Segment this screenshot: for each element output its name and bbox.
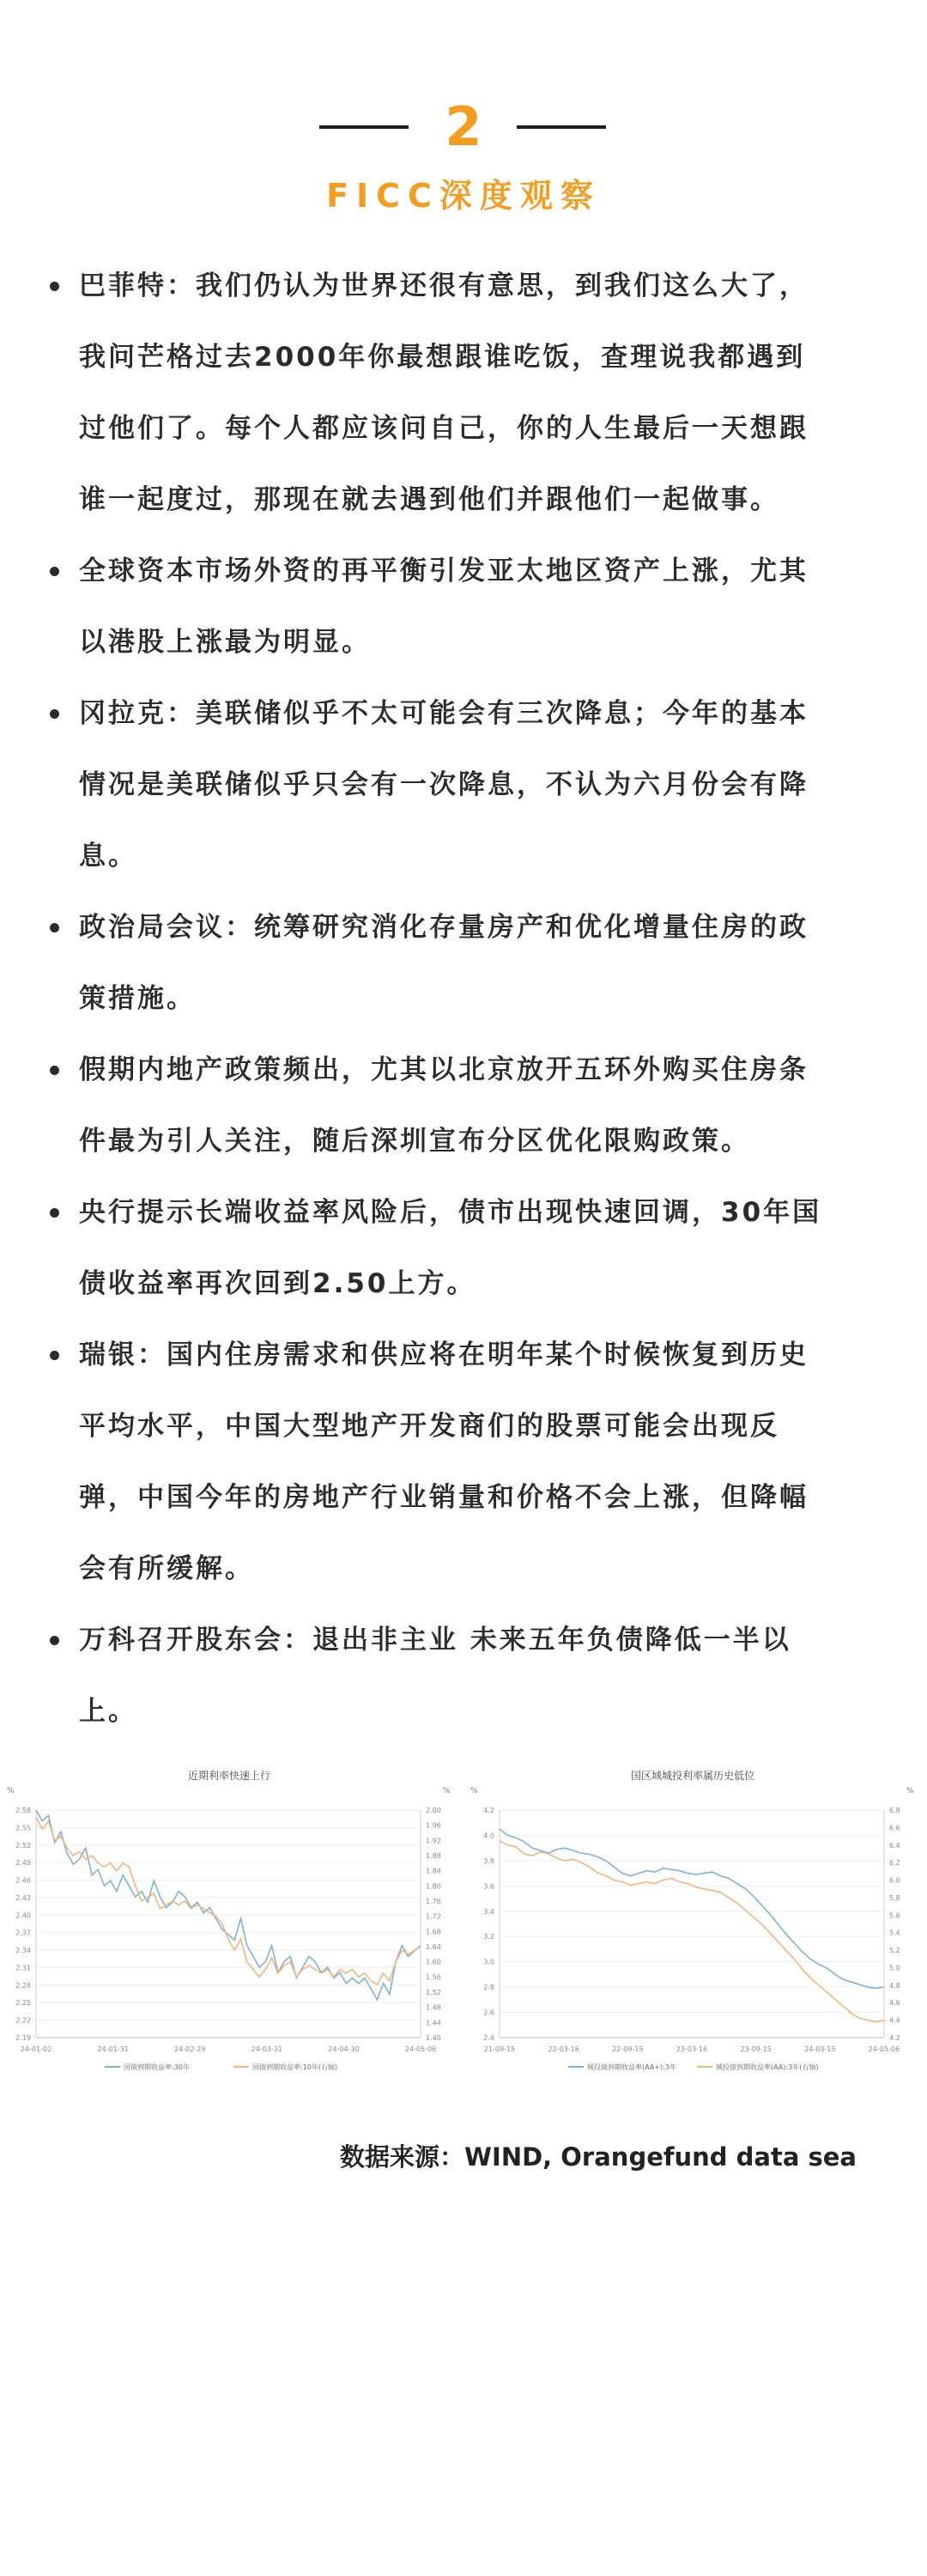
x-tick-label: 24-03-31 [251,2045,282,2053]
right-tick-label: 1.84 [426,1867,441,1875]
left-axis-unit: % [470,1787,478,1795]
left-tick-label: 2.28 [15,1981,31,1990]
right-tick-label: 1.88 [426,1852,441,1860]
x-tick-label: 24-01-31 [97,2045,129,2053]
left-tick-label: 2.31 [15,1964,31,1972]
left-tick-label: 4.0 [483,1832,494,1840]
x-tick-label: 24-01-02 [20,2045,52,2053]
bullet-line: 巴菲特：我们仍认为世界还很有意思，到我们这么大了， [79,270,809,301]
bullet-line: 债收益率再次回到2.50上方。 [79,1268,476,1299]
left-tick-label: 2.52 [15,1841,31,1850]
bullet-item [46,1605,888,1747]
bullet-line: 假期内地产政策频出，尤其以北京放开五环外购买住房条 [79,1054,809,1085]
left-tick-label: 2.6 [483,2008,494,2017]
left-tick-label: 2.58 [15,1807,31,1814]
right-tick-label: 6.4 [889,1841,900,1850]
chart-background [2,1759,457,2085]
bullet-line: 冈拉克：美联储似乎不太可能会有三次降息；今年的基本 [79,698,809,729]
section-title: FICC深度观察 [326,177,601,215]
right-tick-label: 5.4 [889,1929,900,1937]
x-tick-label: 22-03-16 [548,2045,579,2053]
bullet-dot-icon [50,1066,59,1075]
bullet-line: 瑞银：国内住房需求和供应将在明年某个时候恢复到历史 [79,1340,809,1370]
right-tick-label: 6.0 [889,1876,900,1885]
right-tick-label: 6.2 [889,1859,900,1868]
bullet-line: 谁一起度过，那现在就去遇到他们并跟他们一起做事。 [79,484,779,515]
bullet-dot-icon [50,1351,59,1360]
right-tick-label: 1.64 [426,1943,441,1951]
right-tick-label: 1.56 [426,1973,441,1982]
bullet-item [46,536,888,678]
right-axis-unit: % [906,1787,914,1795]
left-tick-label: 2.40 [15,1911,31,1920]
bullet-list [46,251,888,1747]
bullet-line: 过他们了。每个人都应该问自己，你的人生最后一天想跟 [79,413,809,444]
left-tick-label: 2.55 [15,1824,31,1832]
bullet-item [46,892,888,1035]
x-tick-label: 21-09-15 [483,2045,516,2053]
left-tick-label: 2.37 [15,1929,31,1937]
left-tick-label: 2.43 [15,1893,31,1902]
right-tick-label: 4.8 [889,1981,900,1990]
bullet-dot-icon [50,1636,59,1645]
bullet-line: 我问芒格过去2000年你最想跟谁吃饭，查理说我都遇到 [79,342,806,373]
x-tick-label: 22-09-15 [612,2045,644,2053]
bullet-dot-icon [50,282,59,291]
bullet-line: 以港股上涨最为明显。 [79,627,371,658]
right-tick-label: 5.6 [889,1911,900,1920]
right-tick-label: 6.8 [889,1807,900,1814]
right-tick-label: 1.80 [426,1882,441,1891]
x-tick-label: 24-05-06 [868,2045,900,2053]
header-line-right [517,125,606,129]
left-tick-label: 2.22 [15,2016,31,2025]
right-tick-label: 5.0 [889,1964,900,1972]
bullet-line: 会有所缓解。 [79,1553,254,1584]
left-tick-label: 2.8 [483,1984,494,1992]
right-tick-label: 1.68 [426,1928,441,1936]
right-tick-label: 1.48 [426,2003,441,2012]
bullet-item [46,678,888,892]
left-tick-label: 2.34 [15,1947,31,1955]
right-tick-label: 2.00 [426,1807,441,1814]
right-tick-label: 4.2 [889,2034,900,2042]
bullet-line: 件最为引人关注，随后深圳宣布分区优化限购政策。 [79,1126,750,1157]
left-tick-label: 2.25 [15,1999,31,2008]
left-tick-label: 3.4 [483,1907,494,1916]
left-tick-label: 3.8 [483,1856,494,1865]
section-header [0,96,927,225]
bullet-dot-icon [50,1208,59,1218]
legend-label: 城投债到期收益率(AA):3年(右轴) [716,2063,819,2071]
bullet-line: 全球资本市场外资的再平衡引发亚太地区资产上涨，尤其 [79,556,809,586]
right-tick-label: 4.4 [889,2016,900,2025]
right-tick-label: 1.72 [426,1912,441,1921]
bullet-item [46,251,888,536]
chart-title: 近期利率快速上行 [187,1770,271,1782]
bullet-dot-icon [50,923,59,933]
right-tick-label: 4.6 [889,1999,900,2008]
bullet-dot-icon [50,709,59,719]
bullet-line: 央行提示长端收益率风险后，债市出现快速回调，30年国 [79,1197,822,1228]
right-tick-label: 6.6 [889,1824,900,1832]
charts-row [0,1759,927,2085]
left-tick-label: 2.46 [15,1876,31,1885]
legend-label: 国债到期收益率:10年(右轴) [252,2063,338,2071]
right-tick-label: 1.44 [426,2019,441,2027]
right-tick-label: 1.92 [426,1837,441,1845]
right-tick-label: 5.8 [889,1893,900,1902]
x-tick-label: 24-03-15 [804,2045,836,2053]
x-tick-label: 24-04-30 [328,2045,360,2053]
x-tick-label: 23-09-15 [740,2045,772,2053]
bullet-line: 上。 [79,1696,137,1727]
left-tick-label: 3.6 [483,1882,494,1891]
bullet-line: 情况是美联储似乎只会有一次降息，不认为六月份会有降 [79,769,809,800]
left-axis-unit: % [7,1787,15,1795]
right-tick-label: 5.2 [889,1947,900,1955]
legend-label: 国债到期收益率:30年 [124,2063,190,2071]
x-tick-label: 24-02-29 [174,2045,206,2053]
bullet-line: 政治局会议：统筹研究消化存量房产和优化增量住房的政 [79,912,809,943]
right-tick-label: 1.40 [426,2034,441,2042]
right-tick-label: 1.76 [426,1898,441,1905]
left-tick-label: 2.19 [15,2034,31,2042]
chart-yield-rise-svg [2,1759,457,2085]
bullet-line: 弹，中国今年的房地产行业销量和价格不会上涨，但降幅 [79,1482,809,1513]
data-source: 数据来源：WIND, Orangefund data sea [340,2142,857,2172]
chart-chengtou-yield-svg [465,1759,920,2085]
x-tick-label: 23-03-16 [676,2045,708,2053]
right-tick-label: 1.60 [426,1958,441,1966]
chart-chengtou-yield [465,1759,920,2085]
bullet-dot-icon [50,567,59,576]
right-tick-label: 1.52 [426,1989,441,1996]
left-tick-label: 2.4 [483,2034,494,2042]
x-tick-label: 24-05-06 [404,2045,437,2053]
bullet-item [46,1320,888,1605]
left-tick-label: 3.2 [483,1933,494,1941]
legend-label: 城投债到期收益率(AA+):3年 [587,2063,676,2071]
bullet-line: 平均水平，中国大型地产开发商们的股票可能会出现反 [79,1411,779,1442]
left-tick-label: 3.0 [483,1958,494,1966]
bullet-line: 策措施。 [79,983,196,1014]
bullet-item [46,1177,888,1320]
right-tick-label: 1.96 [426,1821,441,1830]
chart-title: 国区域城投利率属历史低位 [630,1770,755,1782]
bullet-line: 万科召开股东会：退出非主业 未来五年负债降低一半以 [79,1625,791,1656]
right-axis-unit: % [443,1787,451,1795]
section-number: 2 [445,95,482,158]
bullet-line: 息。 [79,841,137,872]
left-tick-label: 4.2 [483,1807,494,1814]
chart-background [465,1759,920,2085]
left-tick-label: 2.49 [15,1859,31,1868]
bullet-item [46,1035,888,1177]
chart-yield-rise [2,1759,457,2085]
